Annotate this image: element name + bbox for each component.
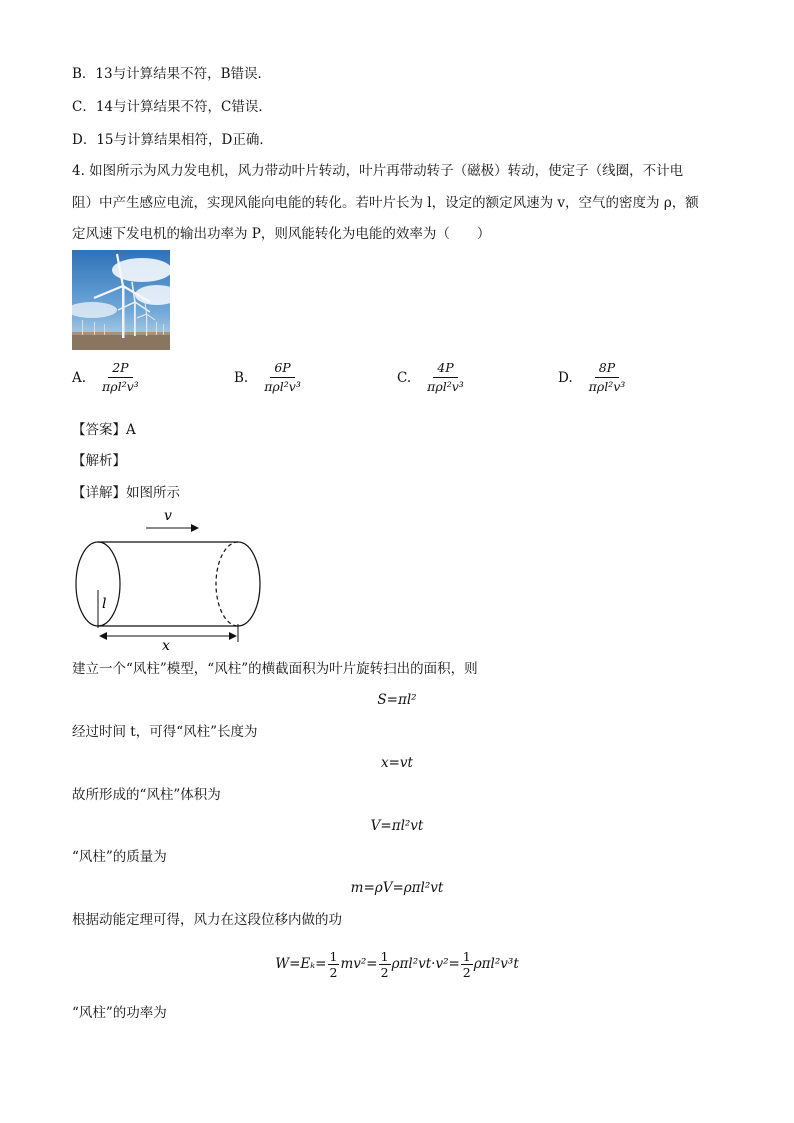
paragraph-3: 故所形成的“风柱”体积为 bbox=[72, 787, 221, 803]
option-d-label: D. bbox=[558, 370, 573, 386]
wind-column-diagram bbox=[70, 506, 270, 656]
blade-length-label: l bbox=[102, 596, 107, 612]
option-b[interactable] bbox=[234, 360, 303, 396]
question-text-line-2: 阻）中产生感应电流，实现风能向电能的转化。若叶片长为 l，设定的额定风速为 v，空气的密度为 ρ，额 bbox=[72, 195, 699, 211]
option-b-explanation: B．13与计算结果不符，B错误． bbox=[72, 66, 272, 82]
option-a[interactable] bbox=[72, 360, 141, 396]
half-fraction: $\frac{1}{2}$ bbox=[329, 949, 338, 980]
option-c-explanation: C．14与计算结果不符，C错误． bbox=[72, 99, 272, 115]
equation-area: S=πl² bbox=[377, 692, 417, 708]
option-b-label: B. bbox=[234, 370, 249, 386]
option-a-label: A. bbox=[72, 370, 87, 386]
half-fraction: $\frac{1}{2}$ bbox=[380, 949, 389, 980]
option-c[interactable] bbox=[397, 360, 466, 396]
question-text-line-3: 定风速下发电机的输出功率为 P，则风能转化为电能的效率为（ ） bbox=[72, 226, 491, 242]
option-a-fraction: $\frac{2P}{\text{πρl²v³}}$ bbox=[102, 360, 139, 394]
option-d-explanation: D．15与计算结果相符，D正确． bbox=[72, 132, 273, 148]
wind-turbine-image bbox=[72, 250, 170, 350]
detail-heading: 【详解】如图所示 bbox=[72, 485, 180, 501]
question-text-line-1: 4. 如图所示为风力发电机，风力带动叶片转动，叶片再带动转子（磁极）转动，使定子（线圈，不计电 bbox=[72, 163, 684, 179]
velocity-label: v bbox=[164, 508, 172, 524]
option-c-label: C. bbox=[397, 370, 412, 386]
equation-work: W=Eₖ= $\frac{1}{2}$ mv²= $\frac{1}{2}$ ρπl²vt·v²= $\frac{1}{2}$ ρπl²v³t bbox=[275, 949, 519, 980]
option-d[interactable] bbox=[558, 360, 627, 396]
paragraph-2: 经过时间 t，可得“风柱”长度为 bbox=[72, 724, 258, 740]
answer-heading: 【答案】A bbox=[72, 422, 136, 438]
paragraph-5: 根据动能定理可得，风力在这段位移内做的功 bbox=[72, 912, 342, 928]
equation-length: x=vt bbox=[381, 755, 413, 771]
paragraph-1: 建立一个“风柱”模型，“风柱”的横截面积为叶片旋转扫出的面积，则 bbox=[72, 661, 478, 677]
analysis-heading: 【解析】 bbox=[72, 453, 126, 469]
option-d-fraction: $\frac{8P}{\text{πρl²v³}}$ bbox=[588, 360, 626, 394]
length-x-label: x bbox=[162, 638, 170, 654]
option-b-fraction: $\frac{6P}{\text{πρl²v³}}$ bbox=[264, 360, 301, 394]
equation-mass: m=ρV=ρπl²vt bbox=[350, 880, 444, 896]
paragraph-6: “风柱”的功率为 bbox=[72, 1005, 167, 1021]
paragraph-4: “风柱”的质量为 bbox=[72, 849, 167, 865]
equation-volume: V=πl²vt bbox=[370, 818, 424, 834]
option-c-fraction: $\frac{4P}{\text{πρl²v³}}$ bbox=[427, 360, 464, 394]
half-fraction: $\frac{1}{2}$ bbox=[462, 949, 471, 980]
